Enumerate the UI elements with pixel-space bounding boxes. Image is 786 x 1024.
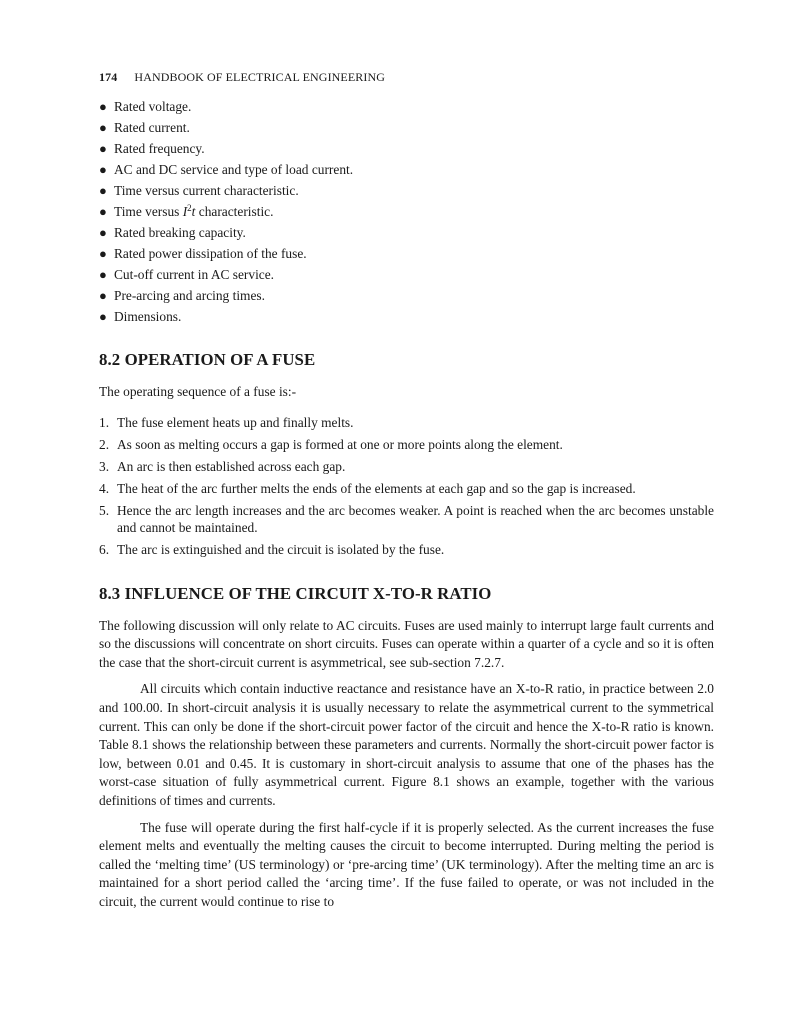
section-heading-8-3: 8.3 INFLUENCE OF THE CIRCUIT X-TO-R RATIO [99,583,492,603]
section-heading-8-2: 8.2 OPERATION OF A FUSE [99,350,316,369]
book-title: HANDBOOK OF ELECTRICAL ENGINEERING [134,70,386,84]
operating-sequence-list [99,414,714,558]
step-item: 4. The heat of the arc further melts the ends of the elements at each gap and so the gap is increased. [99,480,636,496]
bullet-icon: ● [99,288,107,303]
page-number: 174 [99,70,118,84]
list-item: ● Pre-arcing and arcing times. [99,288,265,303]
bullet-icon: ● [99,162,107,177]
bullet-icon: ● [99,120,107,135]
list-item: ● Dimensions. [99,309,182,324]
document-page [99,70,714,912]
list-item: ● Rated voltage. [99,99,192,114]
list-item: ● Time versus current characteristic. [99,183,299,198]
bullet-icon: ● [99,309,107,324]
bullet-icon: ● [99,141,107,156]
step-item: 2. As soon as melting occurs a gap is formed at one or more points along the element. [99,436,563,452]
list-item: ● AC and DC service and type of load current. [99,162,354,177]
step-item: 6. The arc is extinguished and the circuit is isolated by the fuse. [99,541,445,557]
list-item: ● Rated frequency. [99,141,205,156]
list-item: ● Rated power dissipation of the fuse. [99,246,307,261]
body-paragraph: The fuse will operate during the first half-cycle if it is properly selected. As the current increases the fuse element melts and eventually the melting causes the circuit to become interrupted. During melting the period is called the ‘melting time’ (US terminology) or ‘pre-arcing time’ (UK terminology). After the melting time an arc is maintained for a short period called the ‘arcing time’. If the fuse failed to operate, or was not included in the circuit, the current would continue to rise to [99,819,714,909]
bullet-icon: ● [99,183,107,198]
list-item: ● Rated breaking capacity. [99,225,246,240]
step-item: 5. Hence the arc length increases and the arc becomes weaker. A point is reached when the arc becomes unstable and cannot be maintained. [99,502,714,535]
fuse-ratings-list [99,99,714,324]
step-item: 1. The fuse element heats up and finally melts. [99,414,354,430]
list-item: ● Rated current. [99,120,190,135]
bullet-icon: ● [99,225,107,240]
list-item: ● Cut-off current in AC service. [99,267,275,282]
section-intro: The operating sequence of a fuse is:- [99,384,297,399]
step-item: 3. An arc is then established across each gap. [99,458,346,474]
list-item-i2t: ● Time versus $I^2t$ characteristic. [99,203,274,219]
running-header [99,70,714,85]
bullet-icon: ● [99,246,107,261]
body-paragraph: All circuits which contain inductive reactance and resistance have an X-to-R ratio, in practice between 2.0 and 100.00. In short-circuit analysis it is usually necessary to relate the asymmetrical current to the symmetrical current. This can only be done if the short-circuit power factor of the circuit and hence the X-to-R ratio is known. Table 8.1 shows the relationship between these parameters and currents. Normally the short-circuit power factor is low, between 0.01 and 0.45. It is customary in short-circuit analysis to assume that one of the phases has the worst-case situation of fully asymmetrical current. Figure 8.1 shows an example, together with the various definitions of times and currents. [99,681,714,808]
bullet-icon: ● [99,204,107,219]
bullet-icon: ● [99,99,107,114]
bullet-icon: ● [99,267,107,282]
body-paragraph: The following discussion will only relate to AC circuits. Fuses are used mainly to interrupt large fault currents and so the discussions will concentrate on short circuits. Fuses can operate within a quarter of a cycle and so it is often the case that the short-circuit current is asymmetrical, see sub-section 7.2.7. [99,617,714,670]
